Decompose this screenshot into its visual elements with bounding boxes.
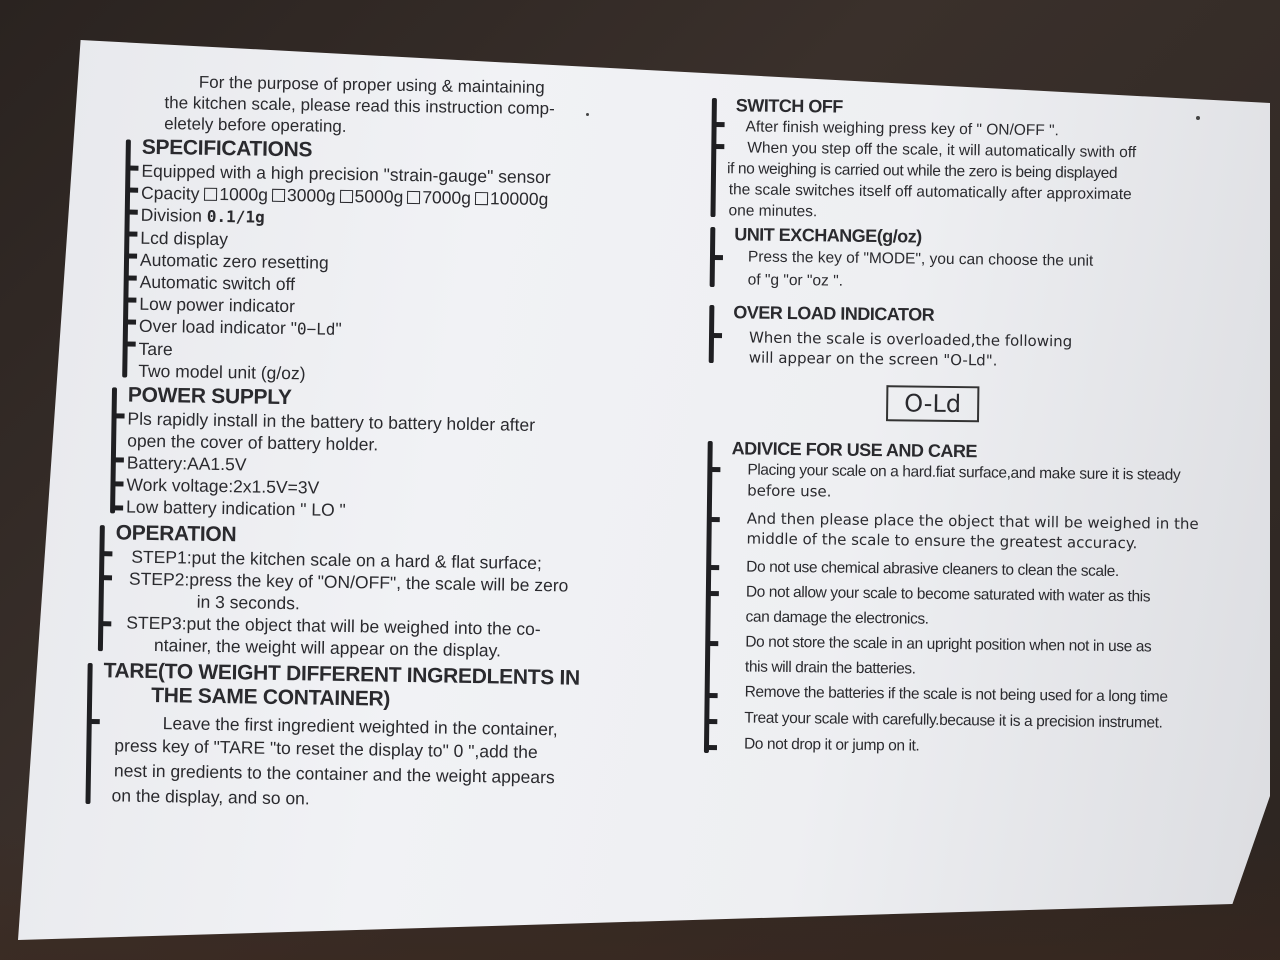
tare-line: press key of "TARE "to reset the display to" 0 ",add the [114,735,538,763]
switch-off-line: the scale switches itself off automatically after approximate [728,181,1132,204]
operation-step: in 3 seconds. [196,591,300,614]
advice-line: middle of the scale to ensure the greatest accuracy. [746,529,1138,553]
operation-step: STEP1:put the kitchen scale on a hard & flat surface; [131,546,542,574]
power-supply-section [100,383,635,525]
checkbox-icon [407,191,420,204]
checkbox-icon [204,188,217,201]
switch-off-line: After finish weighing press key of " ON/OFF ". [745,118,1060,140]
section-heading: OPERATION [115,521,237,547]
spec-item: Lcd display [140,227,229,250]
capacity-option: 10000g [475,187,549,210]
intro-paragraph [164,71,595,141]
unit-exchange-line: Press the key of "MODE", you can choose the unit [747,248,1094,270]
advice-section [702,437,1226,763]
advice-line: And then please place the object that will be weighed in the [746,509,1199,534]
overload-display-sample: O-Ld [886,385,979,422]
tare-line: Leave the first ingredient weighted in the container, [162,713,558,740]
unit-exchange-line: of "g "or "oz ". [747,271,844,290]
power-item: Low battery indication " LO " [125,496,346,520]
section-bracket [110,387,117,513]
advice-line: Do not store the scale in an upright position when not in use as [745,633,1152,656]
power-item: Battery:AA1.5V [126,452,247,475]
spec-label: Cpacity [140,182,200,204]
right-column [702,92,1230,763]
section-heading: THE SAME CONTAINER) [151,683,391,711]
spec-label: Over load indicator " [138,315,298,339]
tare-line: on the display, and so on. [111,785,310,809]
division-value: 0.1/1g [206,206,265,227]
advice-line: Treat your scale with carefully.because it is a precision instrumet. [744,709,1163,732]
tare-section [75,659,630,817]
intro-line: the kitchen scale, please read this instruction comp- [164,93,555,119]
spec-item: Tare [138,338,173,360]
power-item: open the cover of battery holder. [127,430,379,455]
checkbox-icon [340,190,353,203]
advice-line: Placing your scale on a hard.fiat surface,and make sure it is steady [747,461,1181,484]
operation-section [88,521,633,664]
section-heading: SPECIFICATIONS [141,135,313,162]
spec-item: Equipped with a high precision "strain-gauge" sensor [141,160,551,188]
advice-line: can damage the electronics. [745,608,929,628]
switch-off-line: When you step off the scale, it will automatically swith off [747,139,1137,162]
section-bracket [98,525,105,651]
spec-item: Two model unit (g/oz) [138,360,306,384]
advice-line: Do not use chemical abrasive cleaners to clean the scale. [746,558,1119,581]
capacity-option: 7000g [407,186,471,209]
power-item: Work voltage:2x1.5V=3V [126,474,320,498]
capacity-option: 5000g [339,185,403,208]
power-item: Pls rapidly install in the battery to battery holder after [127,408,536,435]
switch-off-section [708,94,1230,227]
switch-off-line: if no weighing is carried out while the zero is being displayed [726,160,1118,182]
advice-line: Remove the batteries if the scale is not being used for a long time [744,683,1168,706]
operation-step: ntainer, the weight will appear on the display. [153,634,502,661]
spec-item: Automatic switch off [139,271,296,295]
unit-exchange-section [708,223,1229,297]
spec-item: Automatic zero resetting [139,249,329,273]
section-heading: POWER SUPPLY [127,383,292,410]
specifications-section [112,135,639,389]
overload-code: 0−Ld [296,319,336,339]
left-column [83,70,640,816]
spec-item: Low power indicator [139,293,296,317]
section-heading: OVER LOAD INDICATOR [733,302,935,325]
section-bracket [704,441,713,753]
overload-section [707,301,1228,373]
advice-line: Do not allow your scale to become saturated with water as this [745,583,1151,606]
section-heading: UNIT EXCHANGE(g/oz) [734,224,922,247]
section-bracket [709,305,715,363]
intro-line: eletely before operating. [164,114,347,136]
spec-label: Division [140,204,203,226]
section-heading: ADIVICE FOR USE AND CARE [731,438,978,462]
section-bracket [122,139,131,377]
switch-off-line: one minutes. [728,202,818,221]
section-bracket [710,227,716,287]
overload-line: When the scale is overloaded,the following [748,328,1073,351]
operation-step: STEP3:put the object that will be weighed into the co- [126,612,541,640]
capacity-option: 3000g [272,184,336,207]
advice-line: before use. [747,481,832,501]
operation-step: STEP2:press the key of "ON/OFF", the scale will be zero [128,568,569,596]
checkbox-icon [475,192,488,205]
section-heading: SWITCH OFF [735,95,843,117]
advice-line: Do not drop it or jump on it. [743,735,920,755]
tare-line: nest in gredients to the container and the weight appears [113,760,555,788]
capacity-option: 1000g [204,183,268,206]
overload-line: will appear on the screen "O-Ld". [748,348,998,370]
checkbox-icon [272,189,285,202]
quote-mark: " [335,318,342,339]
advice-line: this will drain the batteries. [744,658,916,678]
section-bracket [85,663,92,804]
section-bracket [710,98,716,217]
section-heading: TARE(TO WEIGHT DIFFERENT INGREDLENTS IN [103,659,581,690]
intro-line: For the purpose of proper using & maintaining [198,72,545,98]
